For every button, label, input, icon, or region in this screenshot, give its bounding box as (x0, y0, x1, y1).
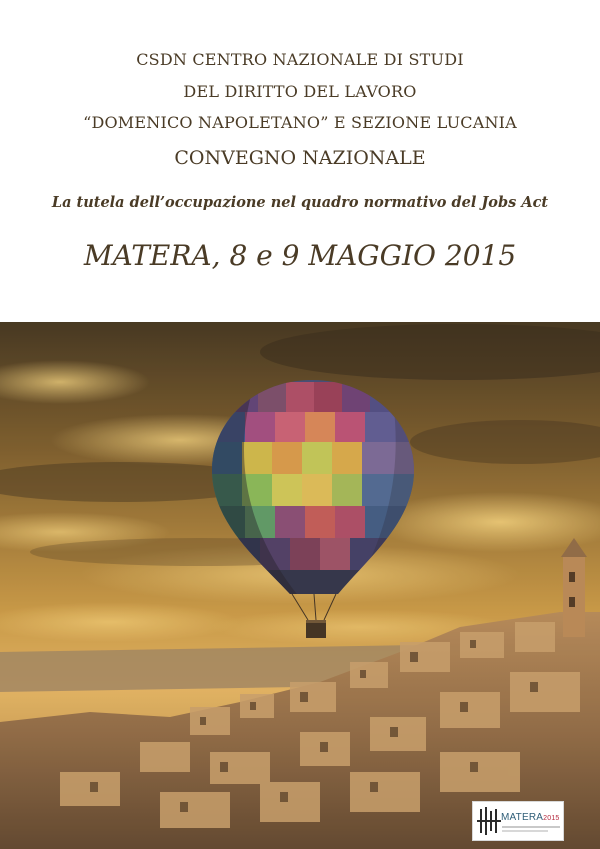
organizer-line-2: DEL DIRITTO DEL LAVORO (183, 82, 417, 101)
logo-name: MATERA (501, 812, 544, 823)
logo-wordmark (501, 812, 560, 823)
logo-underline (502, 826, 560, 828)
logo-year: 2015 (543, 815, 560, 822)
organizer-line-3: “DOMENICO NAPOLETANO” E SEZIONE LUCANIA (83, 113, 517, 132)
logo-underline-2 (502, 830, 548, 832)
event-type: CONVEGNO NAZIONALE (174, 147, 426, 169)
organizer-line-1: CSDN CENTRO NAZIONALE DI STUDI (136, 50, 464, 69)
matera-2019-logo (472, 801, 564, 841)
matera-logo-icon (477, 807, 501, 835)
conference-subtitle: La tutela dell’occupazione nel quadro normativo del Jobs Act (51, 194, 549, 211)
place-and-date: MATERA, 8 e 9 MAGGIO 2015 (83, 239, 517, 272)
poster-header (0, 0, 600, 322)
matera-balloon-photo (0, 322, 600, 849)
